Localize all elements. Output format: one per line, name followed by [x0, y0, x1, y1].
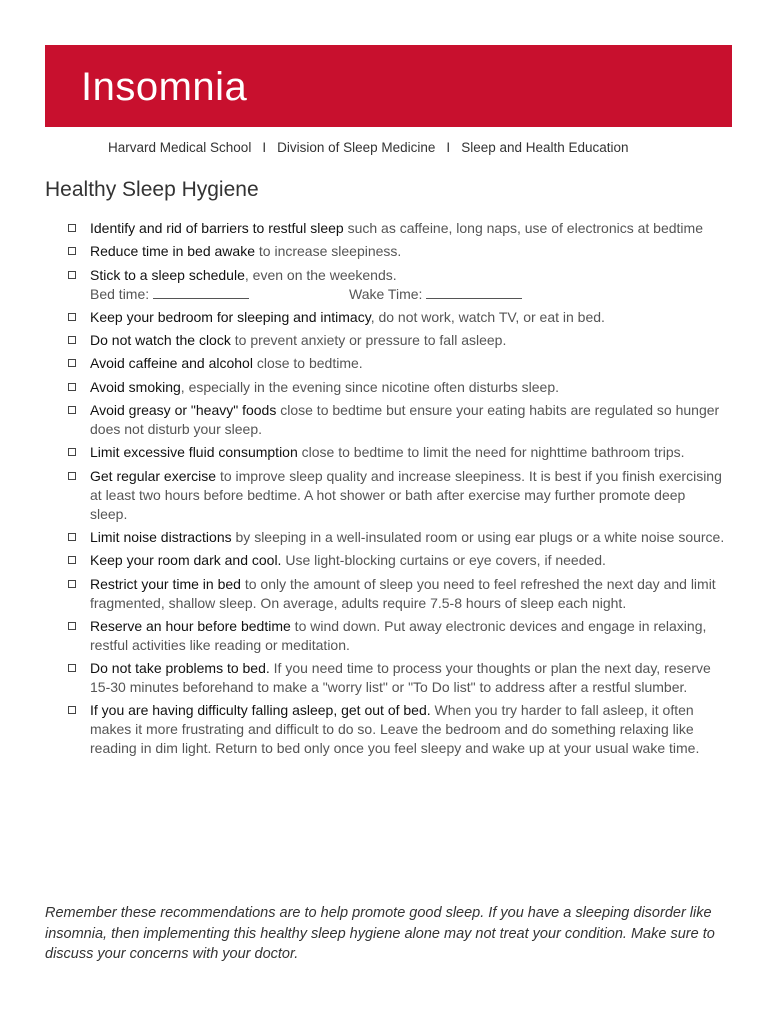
- item-lead: If you are having difficulty falling asleep, get out of bed.: [90, 702, 431, 719]
- page-title: Insomnia: [81, 65, 248, 109]
- item-text: Use light-blocking curtains or eye covers, if needed.: [281, 552, 606, 569]
- separator: I: [262, 140, 267, 155]
- wake-time-label: Wake Time:: [349, 285, 423, 302]
- item-text: close to bedtime but ensure your eating habits are regulated so hunger does not disturb your sleep.: [90, 402, 720, 438]
- checkbox[interactable]: [68, 533, 76, 541]
- item-lead: Do not take problems to bed.: [90, 660, 270, 677]
- checklist-item: [66, 443, 726, 462]
- affiliation-division: Division of Sleep Medicine: [277, 140, 436, 155]
- checkbox[interactable]: [68, 313, 76, 321]
- checkbox[interactable]: [68, 556, 76, 564]
- item-lead: Reserve an hour before bedtime: [90, 617, 291, 634]
- item-text: close to bedtime.: [252, 355, 363, 372]
- checkbox[interactable]: [68, 580, 76, 588]
- checklist-item: [66, 575, 726, 613]
- item-text: , do not work, watch TV, or eat in bed.: [370, 308, 605, 325]
- checkbox[interactable]: [68, 664, 76, 672]
- checkbox[interactable]: [68, 622, 76, 630]
- wake-time-field[interactable]: [426, 287, 522, 299]
- item-text: , especially in the evening since nicotine often disturbs sleep.: [180, 378, 560, 395]
- item-text: to increase sleepiness.: [255, 243, 402, 260]
- checkbox[interactable]: [68, 359, 76, 367]
- checkbox[interactable]: [68, 706, 76, 714]
- checklist-item: [66, 266, 726, 304]
- checkbox[interactable]: [68, 448, 76, 456]
- title-banner: [45, 45, 732, 127]
- item-text: to wind down. Put away electronic devices and engage in relaxing, restful activities like reading or meditation.: [90, 617, 707, 653]
- affiliation-program: Sleep and Health Education: [461, 140, 629, 155]
- affiliation-line: [108, 140, 678, 155]
- checkbox[interactable]: [68, 224, 76, 232]
- item-text: , even on the weekends.: [244, 266, 397, 283]
- checklist-item: [66, 242, 726, 261]
- bed-time-label: Bed time:: [90, 285, 150, 302]
- item-text: by sleeping in a well-insulated room or using ear plugs or a white noise source.: [231, 528, 725, 545]
- section-heading: Healthy Sleep Hygiene: [45, 178, 259, 201]
- checklist-item: [66, 219, 726, 238]
- checklist-item: [66, 467, 726, 524]
- item-lead: Restrict your time in bed: [90, 575, 241, 592]
- checklist-item: [66, 528, 726, 547]
- affiliation-school: Harvard Medical School: [108, 140, 252, 155]
- checklist-item: [66, 354, 726, 373]
- item-lead: Avoid greasy or "heavy" foods: [90, 402, 277, 419]
- item-text: to improve sleep quality and increase sleepiness. It is best if you finish exercising at least two hours before bedtime. A hot shower or bath after exercise may further promote deep sleep.: [90, 467, 722, 522]
- item-text: such as caffeine, long naps, use of electronics at bedtime: [343, 220, 703, 236]
- item-text: to prevent anxiety or pressure to fall asleep.: [230, 332, 507, 349]
- closing-note: Remember these recommendations are to help promote good sleep. If you have a sleeping disorder like insomnia, then implementing this healthy sleep hygiene alone may not treat your condition. Make sure to discuss your concerns with your doctor.: [45, 905, 715, 962]
- item-lead: Limit excessive fluid consumption: [90, 444, 298, 461]
- item-lead: Get regular exercise: [90, 467, 217, 484]
- item-text: close to bedtime to limit the need for nighttime bathroom trips.: [297, 444, 685, 461]
- item-text: If you need time to process your thoughts or plan the next day, reserve 15-30 minutes beforehand to make a "worry list" or "To Do list" to address after a restful slumber.: [90, 660, 711, 696]
- item-lead: Stick to a sleep schedule: [90, 266, 245, 283]
- bed-time-field[interactable]: [153, 287, 249, 299]
- checkbox[interactable]: [68, 406, 76, 414]
- checklist-item: [66, 701, 726, 758]
- checkbox[interactable]: [68, 271, 76, 279]
- item-lead: Limit noise distractions: [90, 528, 232, 545]
- checklist-item: [66, 617, 726, 655]
- item-text: to only the amount of sleep you need to feel refreshed the next day and limit fragmented, shallow sleep. On average, adults require 7.5-8 hours of sleep each night.: [90, 575, 716, 611]
- checklist-item: [66, 551, 726, 570]
- checklist: [66, 219, 726, 763]
- item-lead: Keep your bedroom for sleeping and intimacy: [90, 308, 371, 325]
- item-lead: Avoid caffeine and alcohol: [90, 355, 253, 372]
- checklist-item: [66, 378, 726, 397]
- separator: I: [446, 140, 451, 155]
- item-lead: Keep your room dark and cool.: [90, 552, 282, 569]
- checklist-item: [66, 331, 726, 350]
- item-lead: Avoid smoking: [90, 378, 181, 395]
- checklist-item: [66, 401, 726, 439]
- item-text: When you try harder to fall asleep, it often makes it more frustrating and difficult to do so. Leave the bedroom and do something relaxing like reading in dim light. Return to bed only once you feel sleepy and wake up at your usual wake time.: [90, 702, 700, 757]
- item-lead: Reduce time in bed awake: [90, 243, 255, 260]
- checkbox[interactable]: [68, 336, 76, 344]
- item-lead: Identify and rid of barriers to restful sleep: [90, 220, 344, 236]
- item-lead: Do not watch the clock: [90, 332, 231, 349]
- checklist-item: [66, 308, 726, 327]
- checkbox[interactable]: [68, 472, 76, 480]
- checklist-item: [66, 659, 726, 697]
- checkbox[interactable]: [68, 247, 76, 255]
- checkbox[interactable]: [68, 383, 76, 391]
